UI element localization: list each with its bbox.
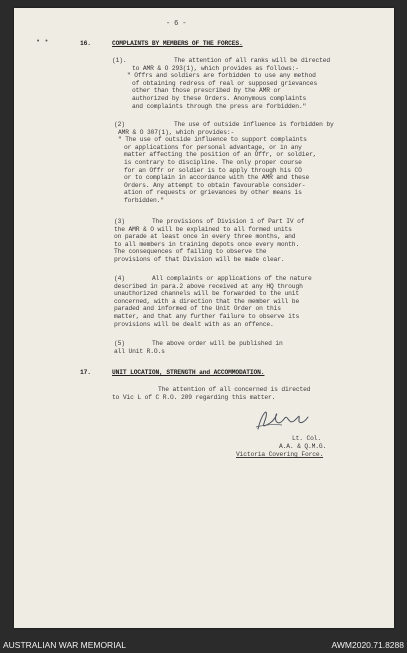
- para-line: The attention of all concerned is directed: [158, 386, 311, 393]
- section-number: 17.: [80, 369, 91, 376]
- para-line: on parade at least once in every three months, and: [114, 233, 296, 241]
- para-line: to all members in training depots once every month.: [114, 240, 300, 248]
- para-line: all Unit R.O.s: [114, 347, 165, 355]
- para-line: concerned, with a direction that the member will be: [114, 297, 300, 305]
- archive-reference: AWM2020.71.8288: [331, 640, 404, 650]
- archive-footer: [0, 636, 407, 653]
- signatory-appointment: A.A. & Q.M.G.: [279, 443, 327, 450]
- para-line: The provisions of Division 1 of Part IV of: [152, 218, 305, 225]
- para-line: of obtaining redress of real or supposed grievances: [132, 79, 318, 87]
- para-line: and complaints through the press are forbidden.": [132, 102, 307, 110]
- para-line: the AMR & O will be explained to all formed units: [114, 225, 292, 233]
- para-line: matter, and that any further failure to observe its: [114, 313, 300, 320]
- para-line: The use of outside influence is forbidden by: [174, 121, 334, 128]
- para-line: " Offrs and soldiers are forbidden to use any method: [127, 72, 316, 80]
- document-page: [14, 8, 394, 628]
- signatory-formation: Victoria Covering Force.: [236, 451, 324, 458]
- para-number: (4): [114, 275, 125, 282]
- handwritten-signature: [252, 403, 312, 433]
- para-number: (2): [114, 121, 125, 128]
- para-line: described in para.2 above received at any HQ through: [114, 282, 303, 290]
- para-line: unauthorized channels will be forwarded to the unit: [114, 290, 300, 298]
- para-line: or applications for personal advantage, or in any: [124, 143, 302, 151]
- section-heading: UNIT LOCATION, STRENGTH and ACCOMMODATION.: [112, 369, 265, 376]
- para-line: " The use of outside influence to support complaints: [118, 136, 307, 144]
- section-number: 16.: [80, 40, 91, 47]
- para-number: (5): [114, 340, 125, 347]
- para-line: AMR & O 307(1), which provides:-: [118, 128, 235, 136]
- para-line: matter affecting the position of an Offr, or soldier,: [124, 151, 317, 159]
- signatory-rank: Lt. Col.: [292, 435, 322, 442]
- para-line: provisions of that Division will be made clear.: [114, 256, 285, 263]
- para-line: to AMR & O 293(1), which provides as follows:-: [132, 64, 299, 72]
- para-line: All complaints or applications of the nature: [152, 275, 312, 282]
- para-line: is contrary to discipline. The only proper course: [124, 159, 302, 166]
- para-line: other than those prescribed by the AMR or: [132, 87, 281, 95]
- para-number: (3): [114, 218, 125, 225]
- para-line: The attention of all ranks will be directed: [174, 57, 331, 64]
- para-line: ation of requests or grievances by other means is: [124, 189, 302, 197]
- para-line: The consequences of failing to observe the: [114, 248, 267, 256]
- para-line: authorized by these Orders. Anonymous complaints: [132, 95, 307, 102]
- signature-drawing: [252, 403, 312, 433]
- para-line: for an Offr or soldier is to apply through his CO: [124, 166, 302, 174]
- punch-marks: • •: [36, 38, 49, 46]
- para-line: Orders. Any attempt to obtain favourable consider-: [124, 181, 306, 189]
- para-line: or to complain in accordance with the AMR and these: [124, 174, 310, 182]
- para-line: The above order will be published in: [152, 340, 283, 347]
- para-line: paraded and informed of the Unit Order on this: [114, 305, 281, 313]
- para-line: provisions will be dealt with as an offence.: [114, 320, 274, 328]
- para-number: (1).: [112, 57, 127, 64]
- para-line: to Vic L of C R.O. 209 regarding this matter.: [112, 393, 276, 401]
- page-number: - 6 -: [166, 20, 187, 28]
- archive-name: AUSTRALIAN WAR MEMORIAL: [3, 640, 126, 650]
- section-heading: COMPLAINTS BY MEMBERS OF THE FORCES.: [112, 40, 243, 47]
- para-line: forbidden.": [124, 197, 164, 204]
